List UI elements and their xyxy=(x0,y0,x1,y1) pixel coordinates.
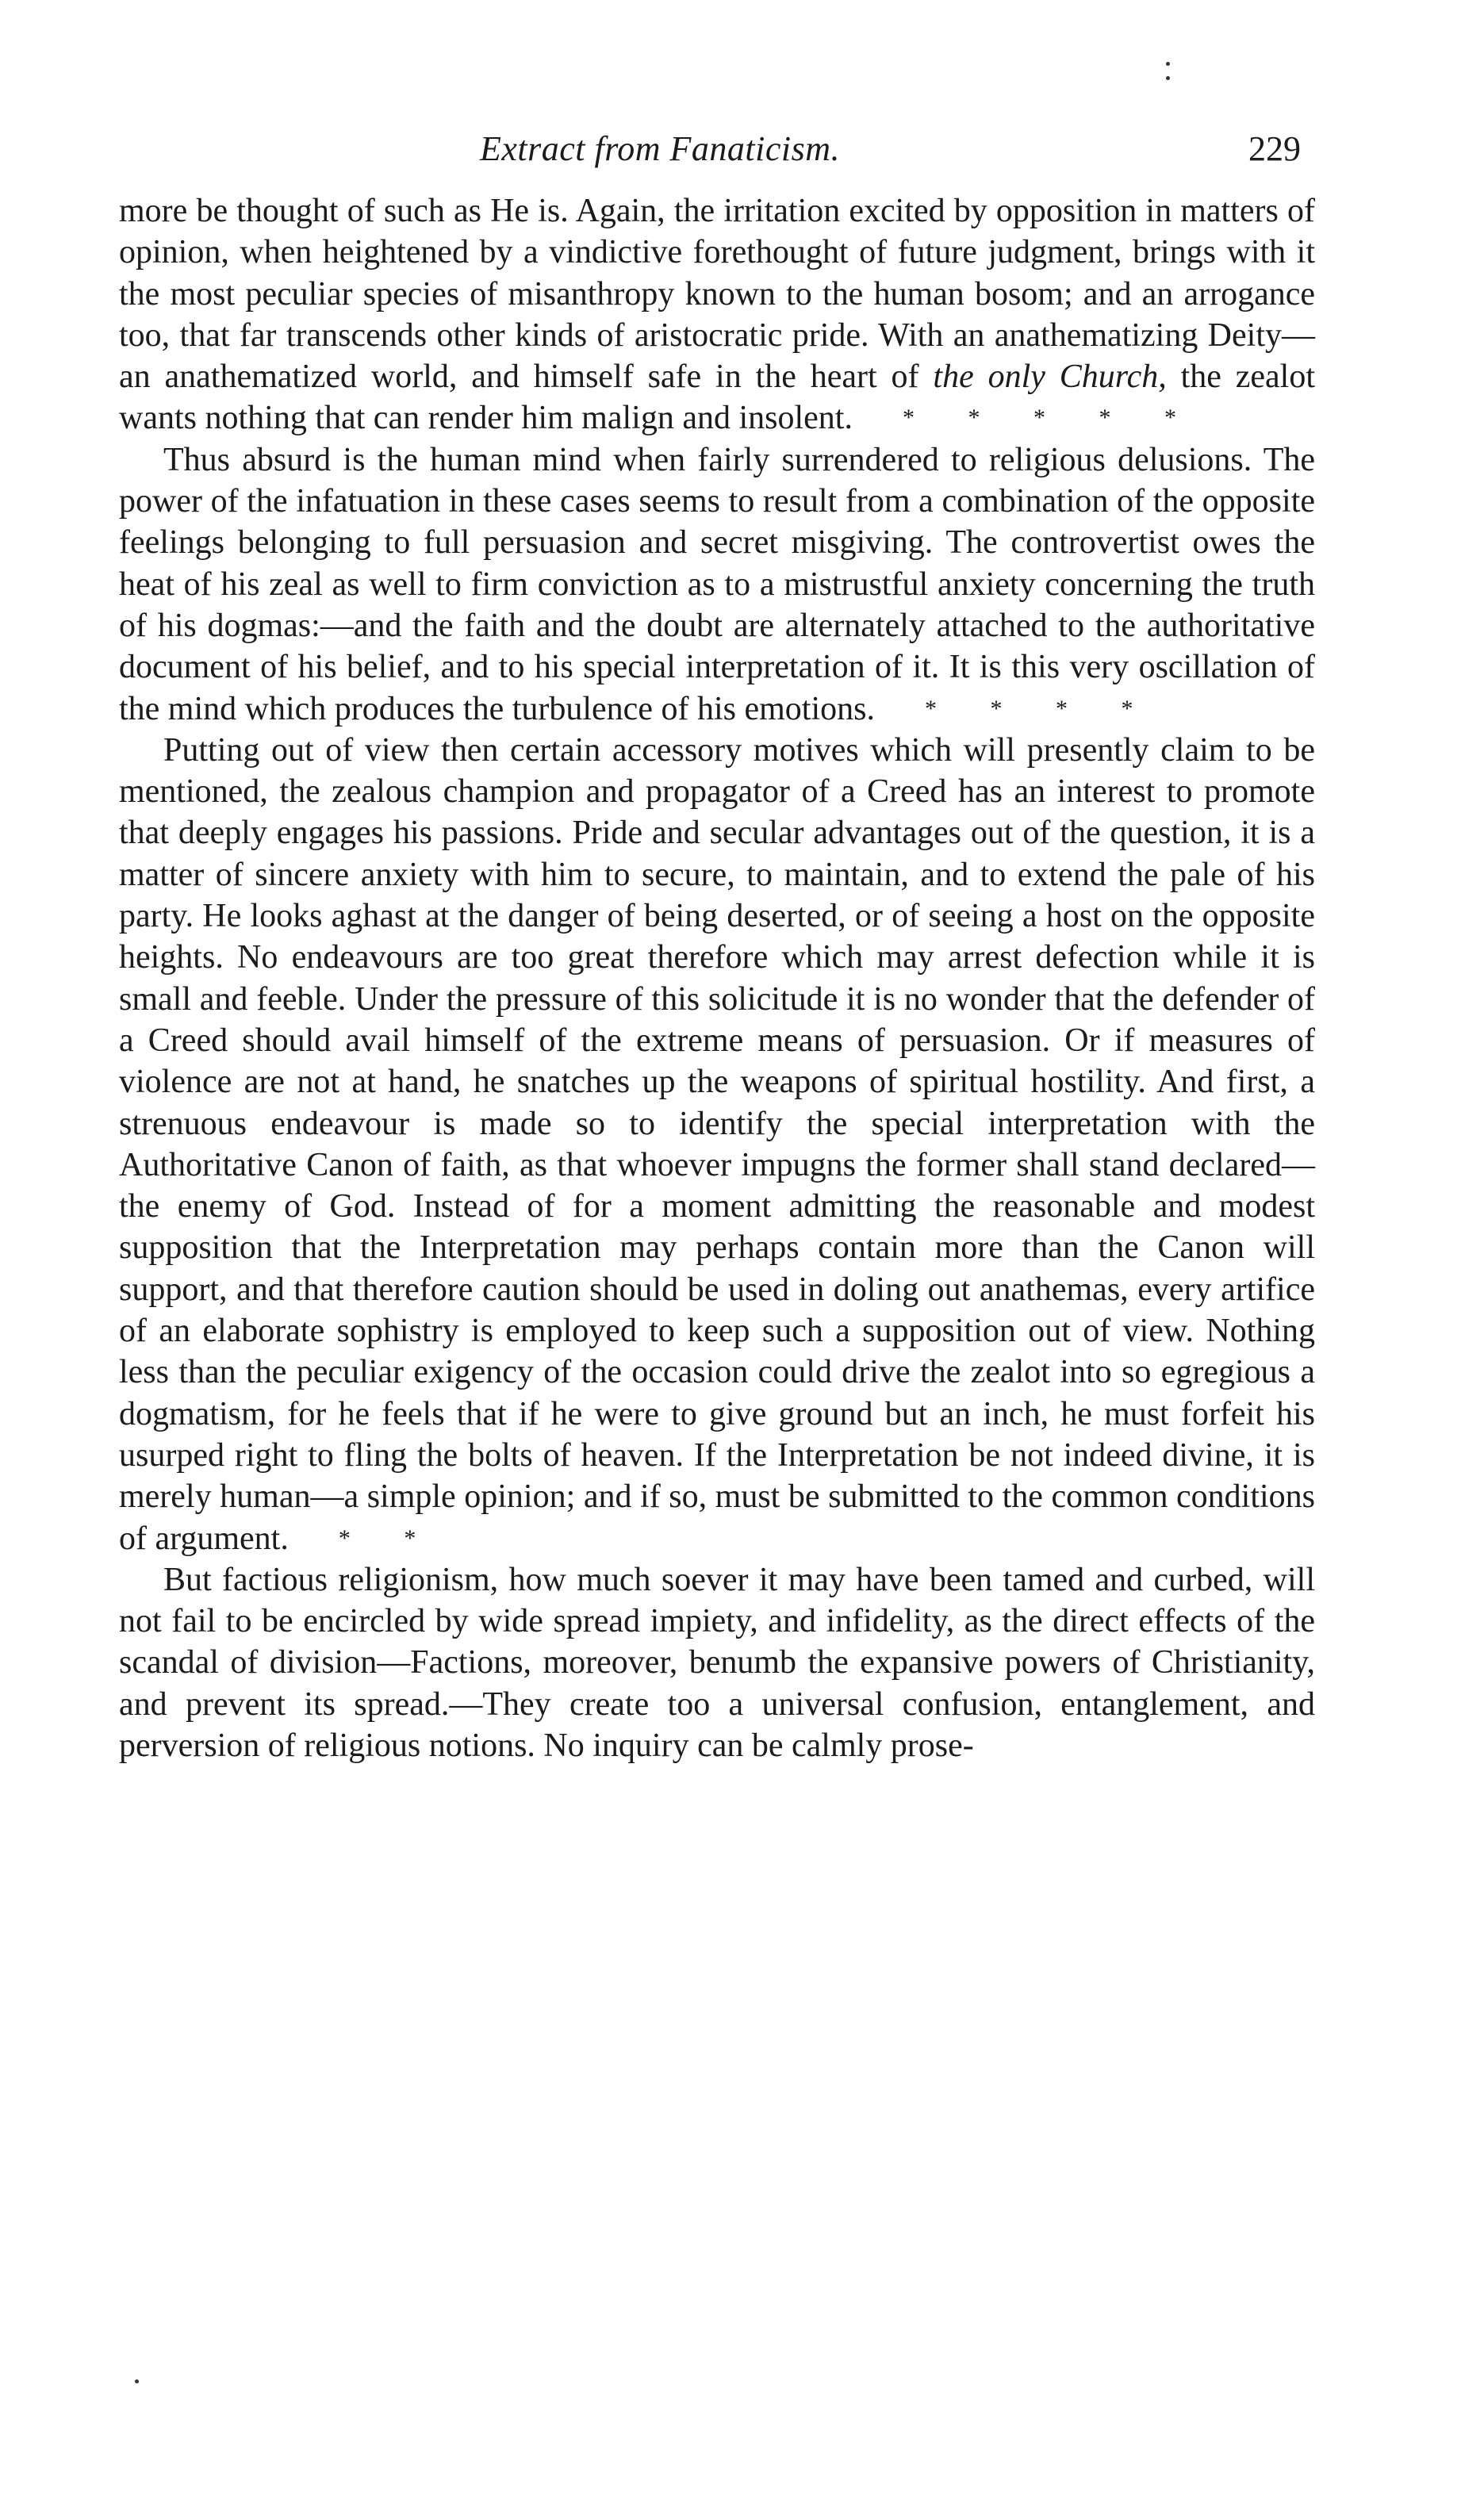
paragraph-1 xyxy=(119,190,1315,439)
paragraph-2 xyxy=(119,439,1315,730)
paragraph-4-text: But factious religionism, how much soever it may have been tamed and curbed, will not fail to be encircled by wide spread impiety, and infidelity, as the direct effects of the scandal of division—Factions, moreover, benumb the expansive powers of Christianity, and prevent its spread.—They create too a universal confusion, entanglement, and perversion of religious notions. No inquiry can be calmly prose- xyxy=(119,1561,1315,1764)
paragraph-1-emphasis: the only Church, xyxy=(933,359,1167,396)
page-number: 229 xyxy=(1248,129,1301,168)
paragraph-1-asterisks: * * * * * xyxy=(902,405,1176,431)
body-text xyxy=(119,190,1315,1766)
paragraph-1-text-after: the zealot wants nothing that can render him malign and insolent. xyxy=(119,359,1316,437)
paragraph-1-text: more be thought of such as He is. Again, the irritation excited by opposition in matters of opinion, when heightened by a vindictive forethought of future judgment, brings with it the most peculiar species of misanthropy known to the human bosom; and an arrogance too, that far transcends other kinds of aristocratic pride. With an anathematizing Deity—an anathematized world, and himself safe in the heart of xyxy=(119,193,1315,396)
paragraph-2-asterisks: * * * * xyxy=(924,695,1133,722)
scan-speck xyxy=(1166,76,1170,80)
paragraph-3 xyxy=(119,730,1315,1559)
paragraph-4 xyxy=(119,1559,1315,1766)
running-title: Extract from Fanaticism. xyxy=(480,129,840,168)
page-header xyxy=(119,128,1309,176)
paragraph-2-text: Thus absurd is the human mind when fairly surrendered to religious delusions. The power of the infatuation in these cases seems to result from a combination of the opposite feelings belonging to full persuasion and secret misgiving. The controvertist owes the heat of his zeal as well to firm conviction as to a mistrustful anxiety concerning the truth of his dogmas:—and the faith and the doubt are alternately attached to the authoritative document of his belief, and to his special interpretation of it. It is this very oscillation of the mind which produces the turbulence of his emotions. xyxy=(119,441,1315,727)
paragraph-3-text: Putting out of view then certain accessory motives which will presently claim to be mentioned, the zealous champion and propagator of a Creed has an interest to promote that deeply engages his passions. Pride and secular advantages out of the question, it is a matter of sincere anxiety with him to secure, to maintain, and to extend the pale of his party. He looks aghast at the danger of being deserted, or of seeing a host on the opposite heights. No endeavours are too great therefore which may arrest defection while it is small and feeble. Under the pressure of this solicitude it is no wonder that the defender of a Creed should avail himself of the extreme means of persuasion. Or if measures of violence are not at hand, he snatches up the weapons of spiritual hostility. And first, a strenuous endeavour is made so to identify the special interpretation with the Authoritative Canon of faith, as that whoever impugns the former shall stand declared—the enemy of God. Instead of for a moment admitting the reasonable and modest supposition that the Interpretation may perhaps contain more than the Canon will support, and that therefore caution should be used in doling out anathemas, every artifice of an elaborate sophistry is employed to keep such a supposition out of view. Nothing less than the peculiar exigency of the occasion could drive the zealot into so egregious a dogmatism, for he feels that if he were to give ground but an inch, he must forfeit his usurped right to fling the bolts of heaven. If the Interpretation be not indeed divine, it is merely human—a simple opinion; and if so, must be submitted to the common conditions of argument. xyxy=(119,731,1315,1557)
paragraph-3-asterisks: * * xyxy=(338,1524,416,1551)
scan-speck xyxy=(1166,62,1170,66)
scan-speck xyxy=(135,2379,139,2383)
